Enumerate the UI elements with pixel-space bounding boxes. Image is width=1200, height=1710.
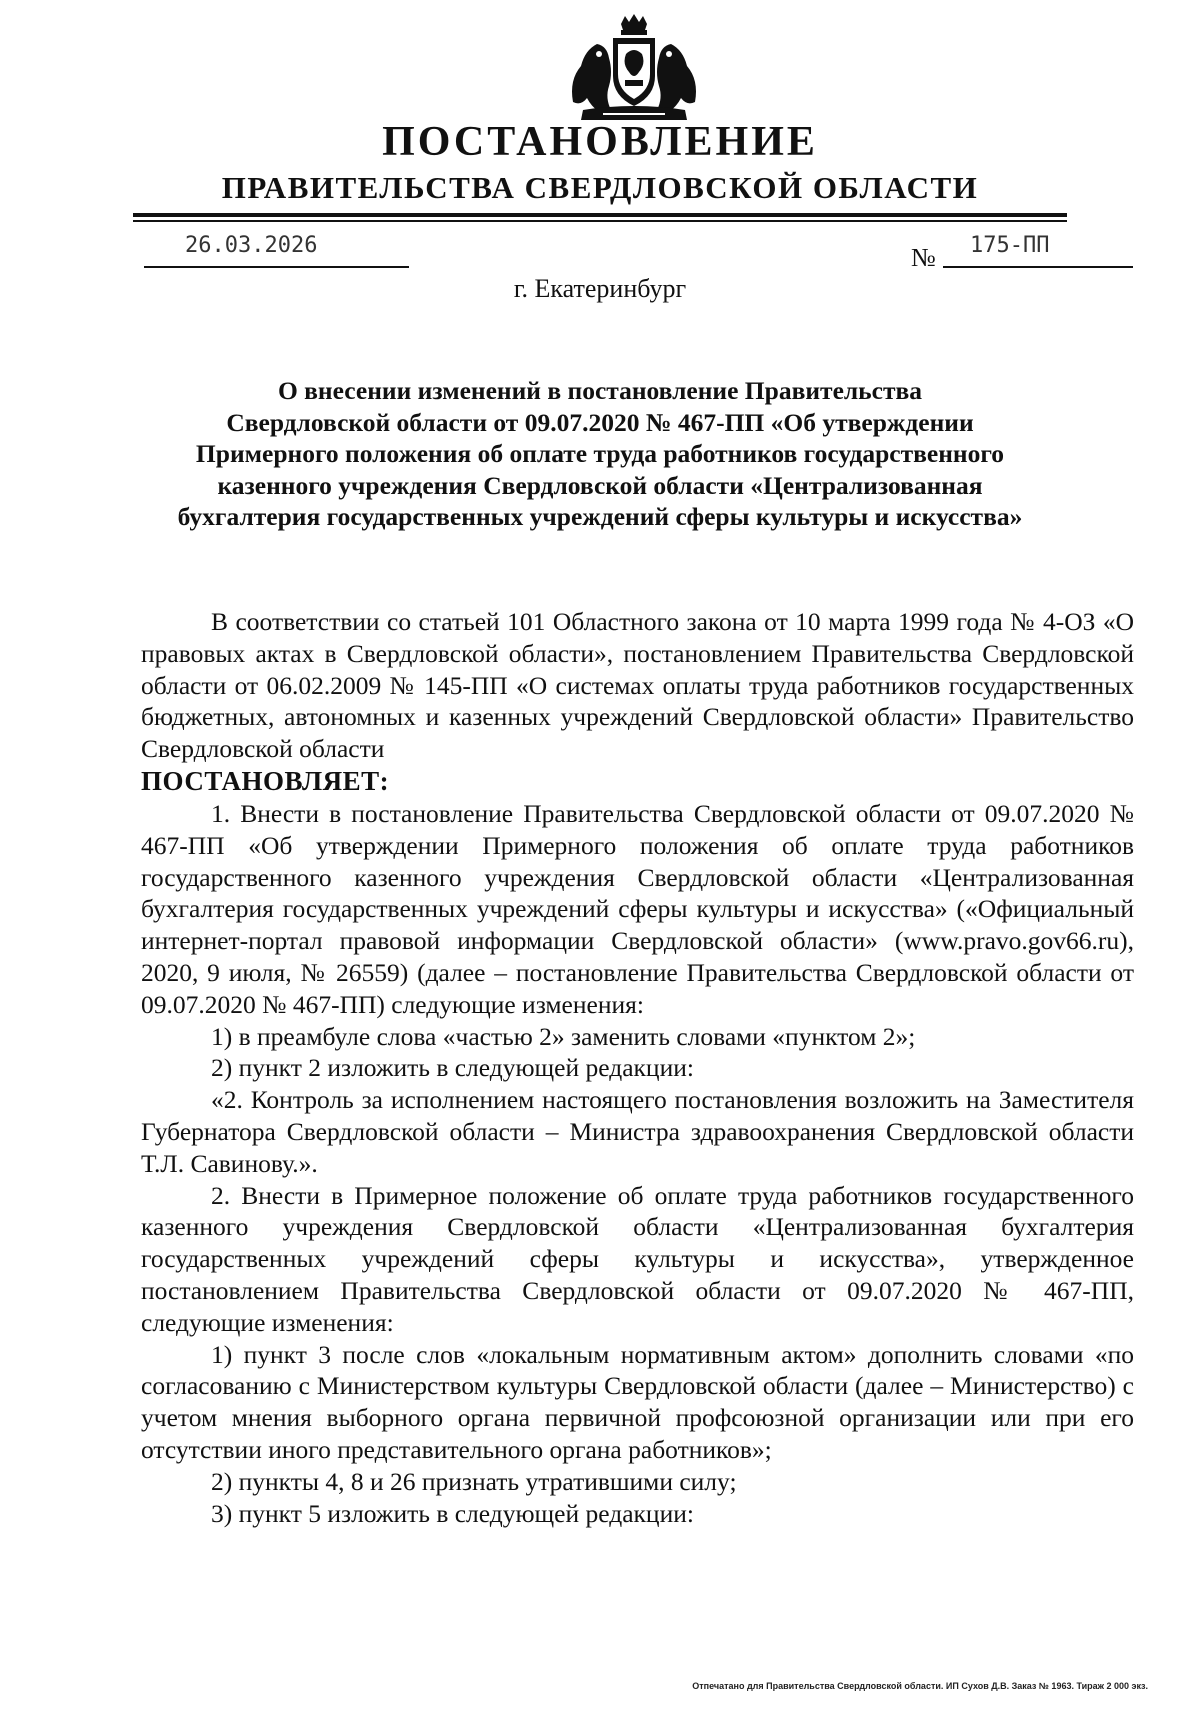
resolve-heading: ПОСТАНОВЛЯЕТ: — [141, 765, 390, 796]
clause-1-item-1: 1) в преамбуле слова «частью 2» заменить словами «пунктом 2»; — [211, 1021, 916, 1051]
header-rule-thin — [133, 220, 1067, 222]
preamble-paragraph: В соответствии со статьей 101 Областного закона от 10 марта 1999 года № 4-ОЗ «О правовых актах в Свердловской области», постановлением Правительства Свердловской области от 06.02.2009 № 145-ПП «О системах оплаты труда работников государственных бюджетных, автономных и казенных учреждений Свердловской области» Правительство Свердловской области — [141, 607, 1134, 764]
subject-line: Свердловской области от 09.07.2020 № 467-ПП «Об утверждении — [226, 407, 974, 437]
issuing-authority: ПРАВИТЕЛЬСТВА СВЕРДЛОВСКОЙ ОБЛАСТИ — [221, 170, 979, 205]
print-imprint: Отпечатано для Правительства Свердловской области. ИП Сухов Д.В. Заказ № 1963. Тираж 2 000 экз. — [692, 1681, 1148, 1691]
document-body — [141, 606, 1134, 1529]
clause-2-item-1: 1) пункт 3 после слов «локальным нормативным актом» дополнить словами «по согласованию с Министерством культуры Свердловской области (далее – Министерство) с учетом мнения выборного органа первичной профсоюзной организации или при его отсутствии иного представительного органа работников»; — [141, 1339, 1134, 1464]
subject-line: О внесении изменений в постановление Правительства — [277, 376, 923, 405]
subject-line: казенного учреждения Свердловской области «Централизованная — [217, 470, 983, 500]
document-number: 175-ПП — [970, 233, 1050, 258]
clause-1: 1. Внести в постановление Правительства Свердловской области от 09.07.2020 № 467-ПП «Об утверждении Примерного положения об оплате труда работников государственного казенного учреждения Свердловской области «Централизованная бухгалтерия государственных учреждений сферы культуры и искусства» («Официальный интернет-портал правовой информации Свердловской области» (www.pravo.gov66.ru), 2020, 9 июля, № 26559) (далее – постановление Правительства Свердловской области от 09.07.2020 № 467-ПП) следующие изменения: — [141, 798, 1134, 1019]
header-rule-thick — [133, 213, 1067, 217]
clause-2-item-2: 2) пункты 4, 8 и 26 признать утратившими силу; — [211, 1466, 737, 1496]
clause-2-item-3: 3) пункт 5 изложить в следующей редакции: — [211, 1498, 694, 1528]
number-sign: № — [911, 243, 936, 272]
document-subject — [170, 375, 1030, 533]
clause-2: 2. Внести в Примерное положение об оплате труда работников государственного казенного учреждения Свердловской области «Централизованная бухгалтерия государственных учреждений сферы культуры и искусства», утвержденное постановлением Правительства Свердловской области от 09.07.2020 № 467-ПП, следующие изменения: — [141, 1180, 1134, 1337]
issue-city: г. Екатеринбург — [513, 274, 687, 303]
clause-1-item-2: 2) пункт 2 изложить в следующей редакции: — [211, 1053, 694, 1083]
subject-line: Примерного положения об оплате труда работников государственного — [195, 439, 1005, 468]
number-underline — [943, 266, 1133, 268]
document-title: ПОСТАНОВЛЕНИЕ — [382, 119, 818, 165]
sverdlovsk-oblast-coat-of-arms-icon — [563, 14, 705, 122]
clause-1-item-2-text: «2. Контроль за исполнением настоящего постановления возложить на Заместителя Губернатора Свердловской области – Министра здравоохранения Свердловской области Т.Л. Савинову.». — [141, 1085, 1134, 1178]
subject-line: бухгалтерия государственных учреждений сферы культуры и искусства» — [177, 502, 1023, 531]
date-underline — [144, 266, 409, 268]
document-date: 26.03.2026 — [185, 233, 318, 258]
